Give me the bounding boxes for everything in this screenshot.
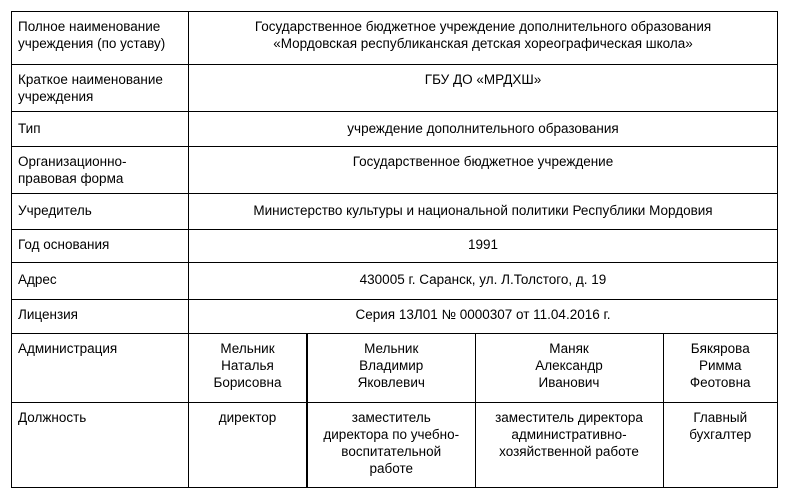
person-3-patronymic: Иванович xyxy=(538,375,600,390)
label-short-name: Краткое наименование учреждения xyxy=(12,65,189,112)
label-founder: Учредитель xyxy=(12,194,189,230)
position-2-line3: воспитательной xyxy=(341,444,442,459)
value-founder: Министерство культуры и национальной политики Республики Мордовия xyxy=(189,194,778,230)
row-founder xyxy=(12,194,778,230)
row-license xyxy=(12,300,778,334)
position-3-line1: заместитель директора xyxy=(495,410,643,425)
person-4 xyxy=(663,334,777,402)
value-type: учреждение дополнительного образования xyxy=(189,112,778,147)
person-3 xyxy=(475,334,663,402)
label-year: Год основания xyxy=(12,230,189,263)
position-2-line4: работе xyxy=(369,461,413,476)
position-4-line1: Главный xyxy=(693,410,748,425)
administration-people xyxy=(189,334,778,403)
value-legal-form: Государственное бюджетное учреждение xyxy=(189,147,778,194)
label-administration: Администрация xyxy=(12,334,189,403)
position-titles xyxy=(189,403,778,488)
position-4-line2: бухгалтер xyxy=(689,427,752,442)
value-license: Серия 13Л01 № 0000307 от 11.04.2016 г. xyxy=(189,300,778,334)
row-type xyxy=(12,112,778,147)
position-1 xyxy=(189,403,307,487)
value-full-name-line1: Государственное бюджетное учреждение дополнительного образования xyxy=(254,19,712,34)
value-year: 1991 xyxy=(189,230,778,263)
label-type: Тип xyxy=(12,112,189,147)
person-2-patronymic: Яковлевич xyxy=(357,375,425,390)
person-3-name: Александр xyxy=(535,358,603,373)
person-4-name: Римма xyxy=(698,358,742,373)
row-short-name xyxy=(12,65,778,112)
position-2-line1: заместитель xyxy=(351,410,431,425)
person-4-surname: Бякярова xyxy=(690,341,750,356)
value-address: 430005 г. Саранск, ул. Л.Толстого, д. 19 xyxy=(189,263,778,300)
value-full-name-line2: «Мордовская республиканская детская хореографическая школа» xyxy=(273,36,693,51)
row-address xyxy=(12,263,778,300)
administration-people-grid xyxy=(189,334,777,402)
label-legal-form: Организационно-правовая форма xyxy=(12,147,189,194)
row-full-name xyxy=(12,12,778,65)
position-2-line2: директора по учебно- xyxy=(323,427,460,442)
label-address: Адрес xyxy=(12,263,189,300)
person-4-patronymic: Феотовна xyxy=(689,375,751,390)
row-legal-form xyxy=(12,147,778,194)
person-1-name: Наталья xyxy=(221,358,274,373)
label-position: Должность xyxy=(12,403,189,488)
person-2-surname: Мельник xyxy=(364,341,419,356)
position-1-line1: директор xyxy=(218,410,277,425)
row-year xyxy=(12,230,778,263)
position-4 xyxy=(663,403,777,487)
value-short-name: ГБУ ДО «МРДХШ» xyxy=(189,65,778,112)
position-2 xyxy=(307,403,475,487)
institution-info-table xyxy=(11,11,778,488)
person-2 xyxy=(307,334,475,402)
position-3-line2: административно- xyxy=(511,427,627,442)
person-1-patronymic: Борисовна xyxy=(213,375,282,390)
person-1-surname: Мельник xyxy=(220,341,275,356)
position-titles-grid xyxy=(189,403,777,487)
position-3 xyxy=(475,403,663,487)
label-license: Лицензия xyxy=(12,300,189,334)
row-position xyxy=(12,403,778,488)
label-full-name: Полное наименование учреждения (по уставу) xyxy=(12,12,189,65)
person-3-surname: Маняк xyxy=(549,341,589,356)
row-administration xyxy=(12,334,778,403)
person-2-name: Владимир xyxy=(359,358,424,373)
position-3-line3: хозяйственной работе xyxy=(499,444,639,459)
person-1 xyxy=(189,334,307,402)
value-full-name xyxy=(189,12,778,65)
